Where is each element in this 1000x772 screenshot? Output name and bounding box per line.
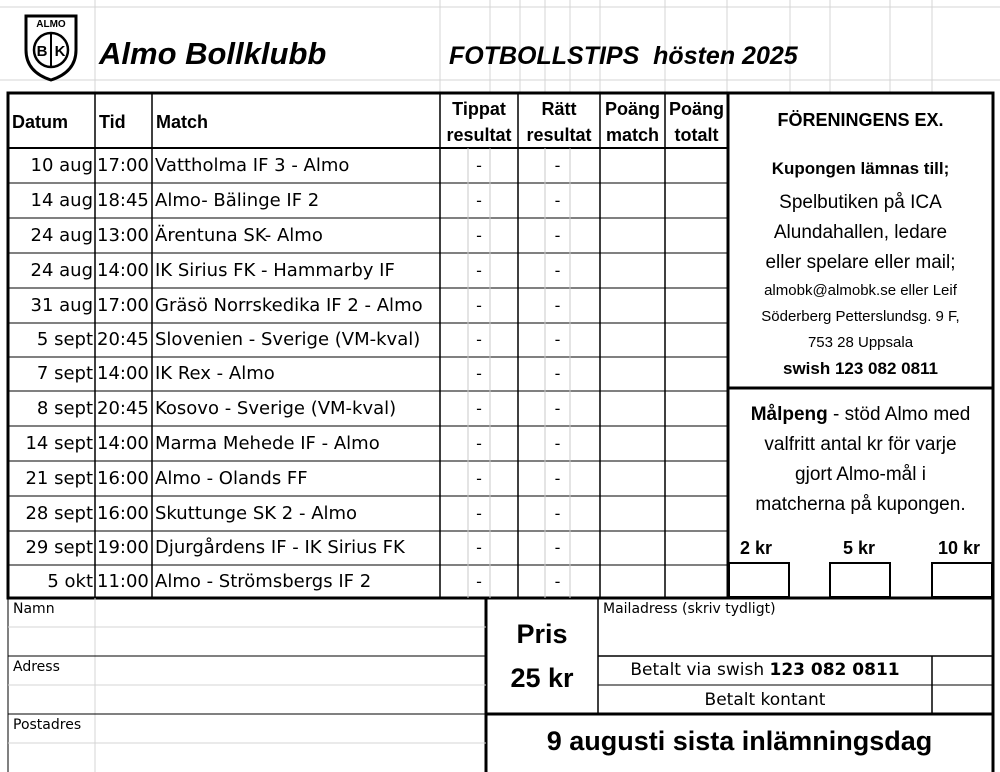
match-date: 14 aug	[30, 190, 93, 211]
postadress-label: Postadres	[13, 717, 82, 733]
kupong-swish: swish 123 082 0811	[782, 359, 939, 378]
ratt-dash[interactable]: -	[554, 156, 561, 175]
match-time: 17:00	[97, 295, 149, 316]
ratt-dash[interactable]: -	[554, 226, 561, 245]
tippat-dash[interactable]: -	[476, 191, 482, 210]
match-time: 18:45	[97, 190, 149, 211]
match-name: Vattholma IF 3 - Almo	[155, 155, 350, 176]
match-date: 5 okt	[47, 571, 93, 592]
namn-label: Namn	[13, 601, 55, 617]
betalt-swish-box[interactable]	[934, 658, 991, 683]
namn-field[interactable]	[96, 600, 484, 654]
match-date: 5 sept	[36, 329, 93, 350]
col-tippat: Tippat resultat	[446, 99, 512, 145]
ratt-dash[interactable]: -	[554, 434, 561, 453]
match-name: IK Rex - Almo	[155, 363, 275, 384]
tippat-dash[interactable]: -	[476, 504, 482, 523]
kupong-info	[728, 156, 993, 382]
match-time: 16:00	[97, 503, 149, 524]
col-poang-match: Poäng match	[604, 99, 660, 145]
malpeng-5kr-box[interactable]	[831, 564, 889, 596]
col-tid: Tid	[99, 112, 126, 132]
match-date: 24 aug	[30, 225, 93, 246]
mailadress-label: Mailadress (skriv tydligt)	[603, 601, 776, 617]
adress-label: Adress	[13, 659, 60, 675]
betalt-kontant: Betalt kontant	[704, 690, 826, 710]
ratt-dash[interactable]: -	[554, 504, 561, 523]
col-poang-totalt: Poäng totalt	[668, 99, 724, 145]
kupong-line2: Alundahallen, ledare	[773, 222, 948, 243]
kupong-line1: Spelbutiken på ICA	[779, 192, 942, 213]
ratt-dash[interactable]: -	[554, 261, 561, 280]
match-name: Marma Mehede IF - Almo	[155, 433, 380, 454]
kupong-line4: almobk@almobk.se eller Leif	[764, 282, 957, 299]
tippat-dash[interactable]: -	[476, 538, 482, 557]
malpeng-10kr: 10 kr	[938, 538, 981, 558]
match-date: 8 sept	[36, 398, 93, 419]
tippat-dash[interactable]: -	[476, 469, 482, 488]
ratt-dash[interactable]: -	[554, 399, 561, 418]
adress-field[interactable]	[96, 658, 484, 712]
ratt-dash[interactable]: -	[554, 296, 561, 315]
match-time: 17:00	[97, 155, 149, 176]
betalt-swish: Betalt via swish 123 082 0811	[630, 660, 900, 680]
match-name: Djurgårdens IF - IK Sirius FK	[155, 537, 405, 558]
svg-text:ALMO: ALMO	[36, 19, 66, 30]
match-name: Slovenien - Sverige (VM-kval)	[155, 329, 421, 350]
match-date: 10 aug	[30, 155, 93, 176]
foreningens-ex: FÖRENINGENS EX.	[777, 110, 944, 130]
mailadress-field[interactable]	[600, 622, 990, 654]
kupong-heading: Kupongen lämnas till;	[771, 159, 950, 178]
betalt-kontant-box[interactable]	[934, 687, 991, 712]
postadress-field[interactable]	[96, 716, 484, 770]
tippat-dash[interactable]: -	[476, 434, 482, 453]
tippat-dash[interactable]: -	[476, 226, 482, 245]
pris-value: 25 kr	[510, 663, 574, 693]
match-name: Kosovo - Sverige (VM-kval)	[155, 398, 397, 419]
match-name: Almo - Strömsbergs IF 2	[155, 571, 372, 592]
col-datum: Datum	[12, 112, 69, 132]
match-time: 16:00	[97, 468, 149, 489]
match-name: Almo - Olands FF	[155, 468, 308, 489]
match-time: 14:00	[97, 433, 149, 454]
match-date: 29 sept	[25, 537, 93, 558]
pris-box	[486, 612, 598, 700]
malpeng-2kr: 2 kr	[740, 538, 773, 558]
col-match: Match	[156, 112, 209, 132]
tippat-dash[interactable]: -	[476, 156, 482, 175]
match-date: 21 sept	[25, 468, 93, 489]
kupong-line3: eller spelare eller mail;	[765, 252, 956, 273]
pris-label: Pris	[516, 619, 568, 649]
almo-bk-logo	[22, 10, 80, 82]
svg-text:K: K	[54, 43, 66, 60]
match-name: IK Sirius FK - Hammarby IF	[155, 260, 395, 281]
match-name: Gräsö Norrskedika IF 2 - Almo	[155, 295, 423, 316]
match-time: 20:45	[97, 329, 149, 350]
tippat-dash[interactable]: -	[476, 399, 482, 418]
match-time: 11:00	[97, 571, 149, 592]
match-time: 20:45	[97, 398, 149, 419]
tippat-dash[interactable]: -	[476, 296, 482, 315]
kupong-line6: 753 28 Uppsala	[807, 334, 914, 351]
ratt-dash[interactable]: -	[554, 538, 561, 557]
match-date: 28 sept	[25, 503, 93, 524]
tippat-dash[interactable]: -	[476, 261, 482, 280]
ratt-dash[interactable]: -	[554, 191, 561, 210]
malpeng-2kr-box[interactable]	[730, 564, 788, 596]
ratt-dash[interactable]: -	[554, 469, 561, 488]
kupong-line5: Söderberg Petterslundsg. 9 F,	[761, 308, 960, 325]
club-name: Almo Bollklubb	[99, 36, 327, 71]
tippat-dash[interactable]: -	[476, 364, 482, 383]
ratt-dash[interactable]: -	[554, 364, 561, 383]
match-date: 7 sept	[36, 363, 93, 384]
tippat-dash[interactable]: -	[476, 572, 482, 591]
col-ratt: Rätt resultat	[526, 99, 592, 145]
malpeng-10kr-box[interactable]	[933, 564, 991, 596]
ratt-dash[interactable]: -	[554, 330, 561, 349]
match-date: 24 aug	[30, 260, 93, 281]
coupon-title: FOTBOLLSTIPS hösten 2025	[449, 42, 798, 70]
match-name: Almo- Bälinge IF 2	[155, 190, 320, 211]
malpeng-info: Målpeng - stöd Almo med valfritt antal kr för varje gjort Almo-mål i matcherna på kupongen.	[750, 404, 971, 515]
match-name: Ärentuna SK- Almo	[155, 225, 323, 246]
match-time: 14:00	[97, 260, 149, 281]
match-time: 14:00	[97, 363, 149, 384]
malpeng-5kr: 5 kr	[843, 538, 876, 558]
svg-text:B: B	[36, 43, 48, 60]
match-time: 13:00	[97, 225, 149, 246]
match-time: 19:00	[97, 537, 149, 558]
tippat-dash[interactable]: -	[476, 330, 482, 349]
match-name: Skuttunge SK 2 - Almo	[155, 503, 358, 524]
ratt-dash[interactable]: -	[554, 572, 561, 591]
match-date: 31 aug	[30, 295, 93, 316]
deadline: 9 augusti sista inlämningsdag	[546, 726, 933, 756]
match-date: 14 sept	[25, 433, 93, 454]
